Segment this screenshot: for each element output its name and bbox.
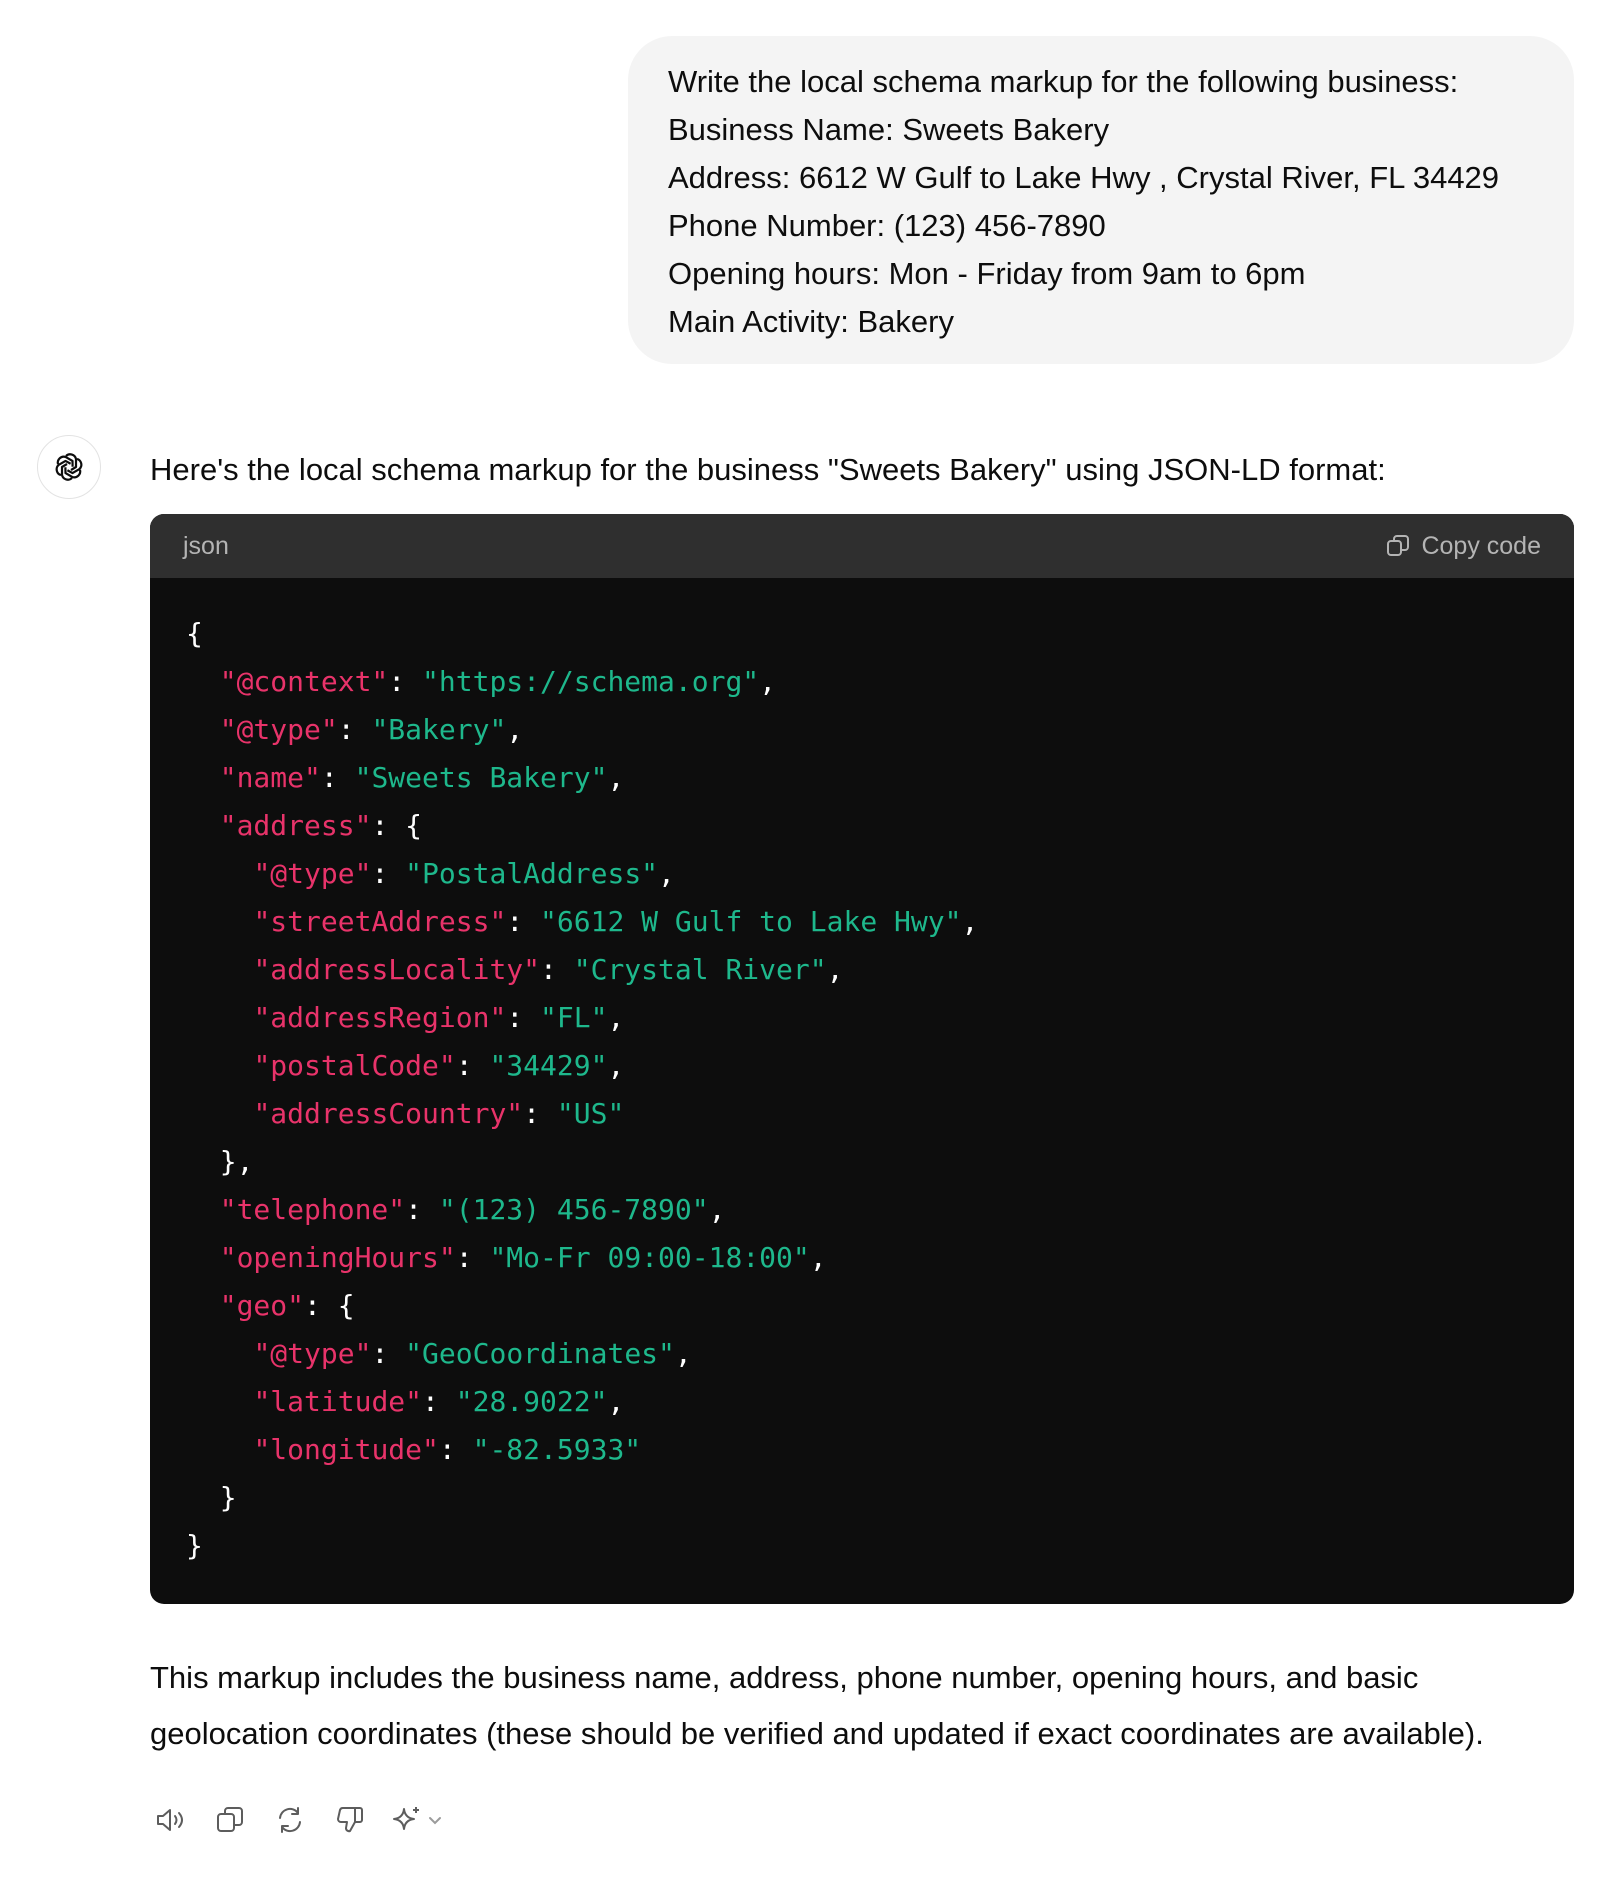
code-line — [186, 1042, 1538, 1090]
code-line — [186, 1426, 1538, 1474]
code-punct: : { — [304, 1289, 355, 1322]
code-line — [186, 946, 1538, 994]
code-punct: : — [320, 761, 355, 794]
code-line — [186, 898, 1538, 946]
code-punct: : — [337, 713, 372, 746]
code-block-header — [150, 514, 1574, 578]
code-key: "openingHours" — [219, 1241, 456, 1274]
code-punct — [186, 809, 220, 842]
code-punct — [186, 1193, 220, 1226]
code-line — [186, 754, 1538, 802]
code-key: "latitude" — [253, 1385, 423, 1418]
user-message-line: Business Name: Sweets Bakery — [668, 112, 1110, 147]
code-line — [186, 658, 1538, 706]
code-punct — [186, 1097, 253, 1130]
code-key: "name" — [219, 761, 321, 794]
code-line — [186, 1522, 1538, 1570]
code-key: "geo" — [219, 1289, 305, 1322]
code-punct — [186, 1289, 220, 1322]
code-punct: : — [438, 1433, 473, 1466]
copy-button[interactable] — [210, 1800, 250, 1840]
code-punct — [186, 1385, 253, 1418]
code-line — [186, 1378, 1538, 1426]
code-line — [186, 1330, 1538, 1378]
code-key: "postalCode" — [253, 1049, 456, 1082]
code-key: "streetAddress" — [253, 905, 507, 938]
openai-logo-icon — [51, 449, 87, 485]
code-string: "GeoCoordinates" — [405, 1337, 675, 1370]
user-message-bubble — [628, 36, 1574, 364]
code-punct: : — [388, 665, 423, 698]
code-punct — [186, 953, 253, 986]
code-line — [186, 1234, 1538, 1282]
code-block — [150, 514, 1574, 1604]
code-string: "US" — [556, 1097, 625, 1130]
copy-code-button[interactable] — [1385, 532, 1541, 561]
code-punct — [186, 1001, 253, 1034]
code-string: "Sweets Bakery" — [354, 761, 608, 794]
code-key: "addressCountry" — [253, 1097, 524, 1130]
code-punct — [186, 1049, 253, 1082]
code-string: "34429" — [489, 1049, 608, 1082]
code-punct: : — [523, 1097, 557, 1130]
user-message-line: Opening hours: Mon - Friday from 9am to 6pm — [668, 256, 1306, 291]
code-punct: { — [186, 617, 203, 650]
code-punct: } — [186, 1481, 237, 1514]
code-string: "6612 W Gulf to Lake Hwy" — [540, 905, 962, 938]
code-punct — [186, 1433, 253, 1466]
sparkle-icon — [390, 1803, 424, 1837]
code-punct: , — [607, 761, 625, 794]
code-punct — [186, 1241, 220, 1274]
code-punct: : — [371, 1337, 406, 1370]
code-punct: , — [708, 1193, 726, 1226]
code-punct: : — [405, 1193, 439, 1226]
copy-icon — [213, 1803, 247, 1837]
code-punct: : — [540, 953, 574, 986]
assistant-outro-text: This markup includes the business name, address, phone number, opening hours, and basic geolocation coordinates (these should be verified and updated if exact coordinates are available). — [150, 1660, 1484, 1751]
chevron-down-icon — [426, 1811, 444, 1829]
code-line — [186, 1282, 1538, 1330]
code-line — [186, 1186, 1538, 1234]
code-punct: , — [759, 665, 777, 698]
user-message-line: Address: 6612 W Gulf to Lake Hwy , Crystal River, FL 34429 — [668, 160, 1500, 195]
code-string: "https://schema.org" — [422, 665, 760, 698]
code-punct: , — [607, 1385, 625, 1418]
code-line — [186, 610, 1538, 658]
code-punct: : { — [371, 809, 423, 842]
code-line — [186, 1090, 1538, 1138]
code-punct: : — [455, 1241, 490, 1274]
copy-code-label: Copy code — [1421, 531, 1541, 560]
code-punct: }, — [186, 1145, 254, 1178]
code-string: "FL" — [540, 1001, 608, 1034]
code-line — [186, 850, 1538, 898]
code-punct: , — [674, 1337, 692, 1370]
code-punct — [186, 665, 220, 698]
code-punct: } — [186, 1529, 203, 1562]
code-line — [186, 706, 1538, 754]
code-key: "address" — [219, 809, 372, 842]
model-switch-button[interactable] — [390, 1803, 444, 1837]
code-key: "addressRegion" — [253, 1001, 507, 1034]
code-content — [150, 578, 1574, 1602]
assistant-intro-text: Here's the local schema markup for the business "Sweets Bakery" using JSON-LD format: — [150, 452, 1386, 487]
code-punct: , — [607, 1001, 625, 1034]
user-message-line: Main Activity: Bakery — [668, 304, 954, 339]
code-punct: , — [809, 1241, 827, 1274]
code-punct: , — [506, 713, 524, 746]
read-aloud-button[interactable] — [150, 1800, 190, 1840]
code-line — [186, 1138, 1538, 1186]
code-string: "(123) 456-7890" — [438, 1193, 709, 1226]
code-key: "longitude" — [253, 1433, 439, 1466]
user-message-line: Phone Number: (123) 456-7890 — [668, 208, 1106, 243]
code-punct: , — [658, 857, 675, 890]
code-key: "addressLocality" — [253, 953, 541, 986]
code-punct — [186, 905, 253, 938]
code-language-label: json — [183, 531, 229, 560]
code-punct — [186, 1337, 253, 1370]
code-punct: , — [826, 953, 844, 986]
code-string: "28.9022" — [455, 1385, 608, 1418]
thumbs-down-button[interactable] — [330, 1800, 370, 1840]
code-punct: : — [455, 1049, 490, 1082]
code-key: "@type" — [219, 713, 338, 746]
code-string: "PostalAddress" — [405, 857, 659, 890]
code-punct: : — [506, 1001, 541, 1034]
copy-icon — [1385, 533, 1411, 559]
code-key: "telephone" — [219, 1193, 406, 1226]
code-punct: : — [371, 857, 406, 890]
code-punct: , — [607, 1049, 625, 1082]
code-punct — [186, 761, 220, 794]
code-key: "@type" — [253, 857, 372, 890]
assistant-avatar — [37, 435, 101, 499]
code-line — [186, 994, 1538, 1042]
code-punct: , — [961, 905, 979, 938]
code-key: "@context" — [219, 665, 389, 698]
code-string: "-82.5933" — [472, 1433, 642, 1466]
code-line — [186, 1474, 1538, 1522]
code-string: "Bakery" — [371, 713, 507, 746]
thumbs-down-icon — [333, 1803, 367, 1837]
refresh-icon — [273, 1803, 307, 1837]
code-punct: : — [506, 905, 541, 938]
code-key: "@type" — [253, 1337, 372, 1370]
user-message-line: Write the local schema markup for the following business: — [668, 64, 1459, 99]
code-punct — [186, 857, 253, 890]
message-actions-toolbar — [150, 1800, 444, 1840]
code-punct — [186, 713, 220, 746]
code-line — [186, 802, 1538, 850]
speaker-icon — [152, 1802, 188, 1838]
regenerate-button[interactable] — [270, 1800, 310, 1840]
code-string: "Crystal River" — [573, 953, 827, 986]
code-string: "Mo-Fr 09:00-18:00" — [489, 1241, 810, 1274]
code-punct: : — [422, 1385, 456, 1418]
